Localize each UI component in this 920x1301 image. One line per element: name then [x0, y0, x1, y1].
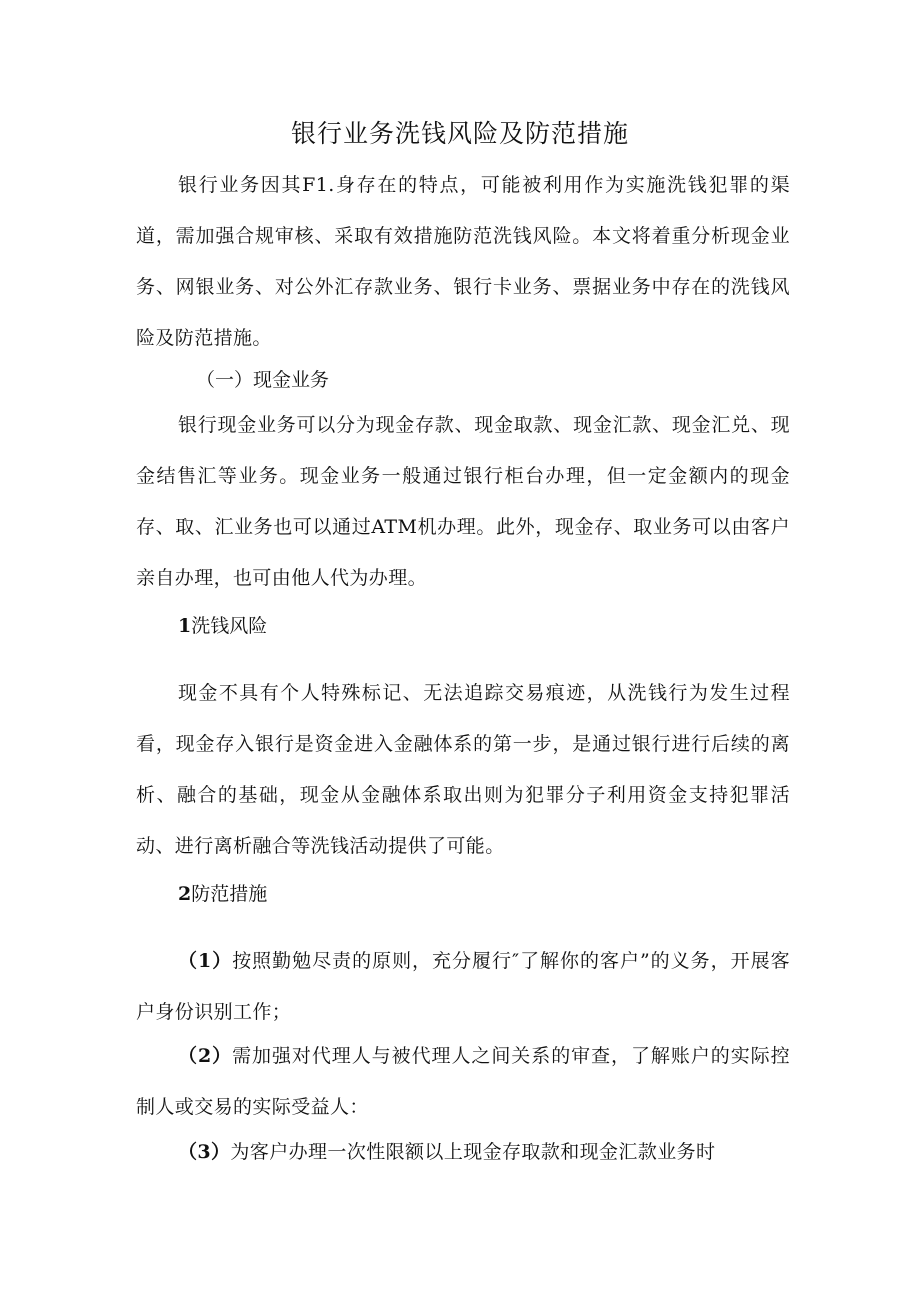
intro-paragraph: 银行业务因其F1.身存在的特点，可能被利用作为实施洗钱犯罪的渠道，需加强合规审核、采取有效措施防范洗钱风险。本文将着重分析现金业务、网银业务、对公外汇存款业务、银行卡业务、票据业务中存在的洗钱风险及防范措施。: [136, 174, 790, 349]
measure-item-text: 为客户办理一次性限额以上现金存取款和现金汇款业务时: [230, 1141, 716, 1163]
subheading-number: 2: [178, 883, 192, 905]
measure-item: [136, 936, 790, 1038]
section-heading-cash-business: （一）现金业务: [196, 369, 330, 391]
measure-item-text: 需加强对代理人与被代理人之间关系的审查，了解账户的实际控制人或交易的实际受益人：: [136, 1045, 791, 1118]
subheading-label: 防范措施: [191, 883, 268, 905]
measure-item: [136, 1127, 790, 1178]
subheading-prevention-measures: [178, 879, 267, 909]
subheading-label: 洗钱风险: [191, 615, 268, 637]
document-title: 银行业务洗钱风险及防范措施: [290, 119, 629, 148]
measure-item-text: 按照勤勉尽责的原则，充分履行″了解你的客户”的义务，开展客户身份识别工作；: [136, 950, 790, 1023]
measure-item-number: （1）: [178, 950, 233, 972]
subheading-number: 1: [178, 615, 192, 637]
measure-item-number: （2）: [178, 1045, 233, 1067]
subheading-money-laundering-risk: [178, 611, 267, 641]
cash-business-paragraph: 银行现金业务可以分为现金存款、现金取款、现金汇款、现金汇兑、现金结售汇等业务。现金业务一般通过银行柜台办理，但一定金额内的现金存、取、汇业务也可以通过ATM机办理。此外，现金存、取业务可以由客户亲自办理，也可由他人代为办理。: [136, 414, 790, 589]
risk-paragraph: 现金不具有个人特殊标记、无法追踪交易痕迹，从洗钱行为发生过程看，现金存入银行是资金进入金融体系的第一步，是通过银行进行后续的离析、融合的基础，现金从金融体系取出则为犯罪分子利用资金支持犯罪活动、进行离析融合等洗钱活动提供了可能。: [136, 682, 790, 857]
measure-item-number: （3）: [178, 1141, 231, 1163]
measure-item: [136, 1031, 790, 1133]
